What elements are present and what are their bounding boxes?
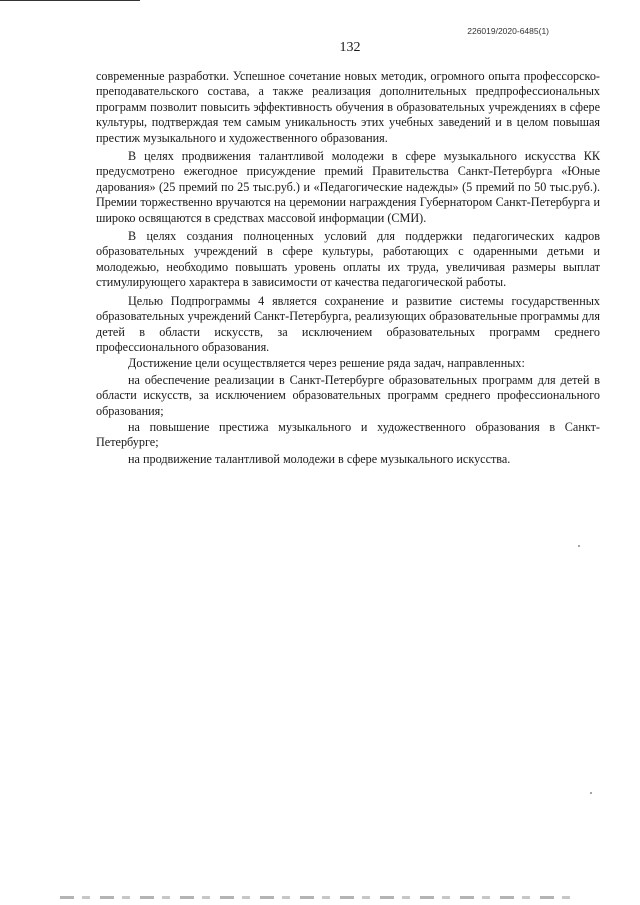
task-item-2: на повышение престижа музыкального и художественного образования в Санкт-Петербурге; — [96, 419, 600, 450]
document-body — [96, 69, 600, 467]
scan-speck — [578, 545, 580, 547]
paragraph-awards: В целях продвижения талантливой молодежи в сфере музыкального искусства КК предусмотрено ежегодное присуждение премий Правительства Санкт-Петербурга «Юные дарования» (25 премий по 25 тыс.руб.) и «Педагогические надежды» (5 премий по 50 тыс.руб.). Премии торжественно вручаются на церемонии награждения Губернатором Санкт-Петербурга и широко освящаются в средствах массовой информации (СМИ). — [96, 149, 600, 225]
paragraph-tasks-intro: Достижение цели осуществляется через решение ряда задач, направленных: — [128, 356, 525, 371]
paragraph-continuation: современные разработки. Успешное сочетание новых методик, огромного опыта профессорско-преподавательского состава, а также реализация дополнительных предпрофессиональных программ позволит повысить эффективность обучения в образовательных учреждениях в сфере культуры, подтверждая тем самым уникальность этих учебных заведений и в целом повышая престиж музыкального и художественного образования. — [96, 69, 600, 145]
page-number: 132 — [339, 40, 361, 55]
task-item-3: на продвижение талантливой молодежи в сфере музыкального искусства. — [128, 451, 511, 466]
top-rule — [0, 0, 140, 1]
paragraph-teachers: В целях создания полноценных условий для поддержки педагогических кадров образовательных учреждений в сфере культуры, работающих с одаренными детьми и молодежью, необходимо повышать уровень оплаты их труда, увеличивая размеры выплат стимулирующего характера в зависимости от качества педагогической работы. — [96, 229, 600, 290]
scan-speck — [590, 792, 592, 794]
task-item-1: на обеспечение реализации в Санкт-Петербурге образовательных программ для детей в области искусств, за исключением образовательных программ среднего профессионального образования; — [96, 372, 600, 418]
paragraph-goal: Целью Подпрограммы 4 является сохранение и развитие системы государственных образовательных учреждений Санкт-Петербурга, реализующих образовательные программы для детей в области искусств, за исключением образовательных программ среднего профессионального образования. — [96, 293, 600, 354]
document-code: 226019/2020-6485(1) — [467, 26, 549, 36]
scan-bottom-artifact — [60, 896, 580, 899]
